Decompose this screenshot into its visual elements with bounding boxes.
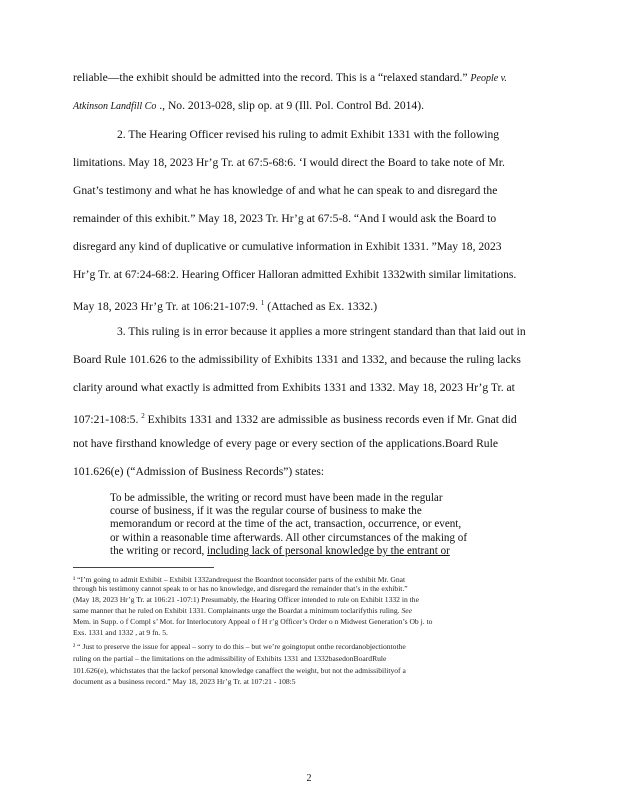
footnote-ref-1: 1 [260,299,265,307]
body-line: 107:21-108:5. $^2$ Exhibits 1331 and 1332 are admissible as business records even if Mr. Gnat did [73,412,517,426]
footnote-line: same manner that he ruled on Exhibit 1331. Complainants urge the Boardat a minimum toclarifythis ruling. See [73,606,412,615]
blockquote-line: the writing or record, including lack of personal knowledge by the entrant or [110,545,450,557]
body-line: Board Rule 101.626 to the admissibility of Exhibits 1331 and 1332, and because the ruling lacks [73,353,521,366]
paragraph-3-start: 3. This ruling is in error because it applies a more stringent standard than that laid out in [117,325,526,338]
paragraph-2-start: 2. The Hearing Officer revised his ruling to admit Exhibit 1331 with the following [117,128,500,141]
footnote-line: (May 18, 2023 Hr’g Tr. at 106:21 -107:1) Presumably, the Hearing Officer intended to rule on Exhibit 1332 in the [73,595,419,604]
body-line: reliable—the exhibit should be admitted into the record. This is a “relaxed standard.” People v. [73,71,507,84]
blockquote-line: or within a reasonable time afterwards. All other circumstances of the making of [110,532,468,544]
blockquote-line: course of business, if it was the regular course of business to make the [110,505,422,517]
footnote-line: 101.626(e), whichstates that the lackof personal knowledge canaffect the weight, but not the admissibilityof a [73,666,406,675]
blockquote-line: To be admissible, the writing or record must have been made in the regular [110,492,443,504]
footnote-line: Exs. 1331 and 1332 , at 9 fn. 5. [73,628,168,637]
footnote-line: ¹ “I’m going to admit Exhibit – Exhibit 1332andrequest the Boardnot toconsider parts of the exhibit Mr. Gnat [73,575,406,584]
footnote-line: ruling on the partial – the limitations on the admissibility of Exhibits 1331 and 1332basedonBoardRule [73,654,387,663]
footnote-ref-2: 2 [141,412,145,420]
underlined-text: including lack of personal knowledge by the entrant or [207,545,450,557]
case-citation: Atkinson Landfill Co [73,101,157,112]
page-number: 2 [306,773,312,784]
body-line: disregard any kind of duplicative or cumulative information in Exhibit 1331. ”May 18, 2023 [73,240,502,253]
blockquote-line: memorandum or record at the time of the act, transaction, occurrence, or event, [110,518,462,530]
body-line: Gnat’s testimony and what he has knowledge of and what he can speak to and disregard the [73,184,498,197]
body-line: Atkinson Landfill Co ., No. 2013-028, slip op. at 9 (Ill. Pol. Control Bd. 2014). [73,99,424,112]
body-line: not have firsthand knowledge of every page or every section of the applications.Board Rule [73,437,498,450]
body-line: limitations. May 18, 2023 Hr’g Tr. at 67:5-68:6. ‘I would direct the Board to take note of Mr. [73,156,505,169]
body-line: clarity around what exactly is admitted from Exhibits 1331 and 1332. May 18, 2023 Hr’g Tr. at [73,381,515,394]
footnote-separator [73,567,214,568]
footnote-line: through his testimony cannot speak to or has no knowledge, and disregard the remainder that’s in the exhibit.” [73,584,408,593]
footnote-line: document as a business record.” May 18, 2023 Hr’g Tr. at 107:21 - 108:5 [73,677,296,686]
case-citation: People v. [470,73,507,84]
footnote-line: ² “ Just to preserve the issue for appeal – sorry to do this – but we’re goingtoput onthe recordanobjectiontothe [73,642,406,651]
footnote-line: Mem. in Supp. o f Compl s’ Mot. for Interlocutory Appeal o f H r’g Officer’s Order o n Midwest Generation’s Ob j. to [73,617,433,626]
body-line: remainder of this exhibit.” May 18, 2023 Tr. Hr’g at 67:5-8. “And I would ask the Board to [73,212,497,225]
body-line: May 18, 2023 Hr’g Tr. at 106:21-107:9. $^1$ (Attached as Ex. 1332.) [73,299,378,313]
body-line: Hr’g Tr. at 67:24-68:2. Hearing Officer Halloran admitted Exhibit 1332with similar limitations. [73,268,517,281]
body-line: 101.626(e) (“Admission of Business Records”) states: [73,465,325,478]
